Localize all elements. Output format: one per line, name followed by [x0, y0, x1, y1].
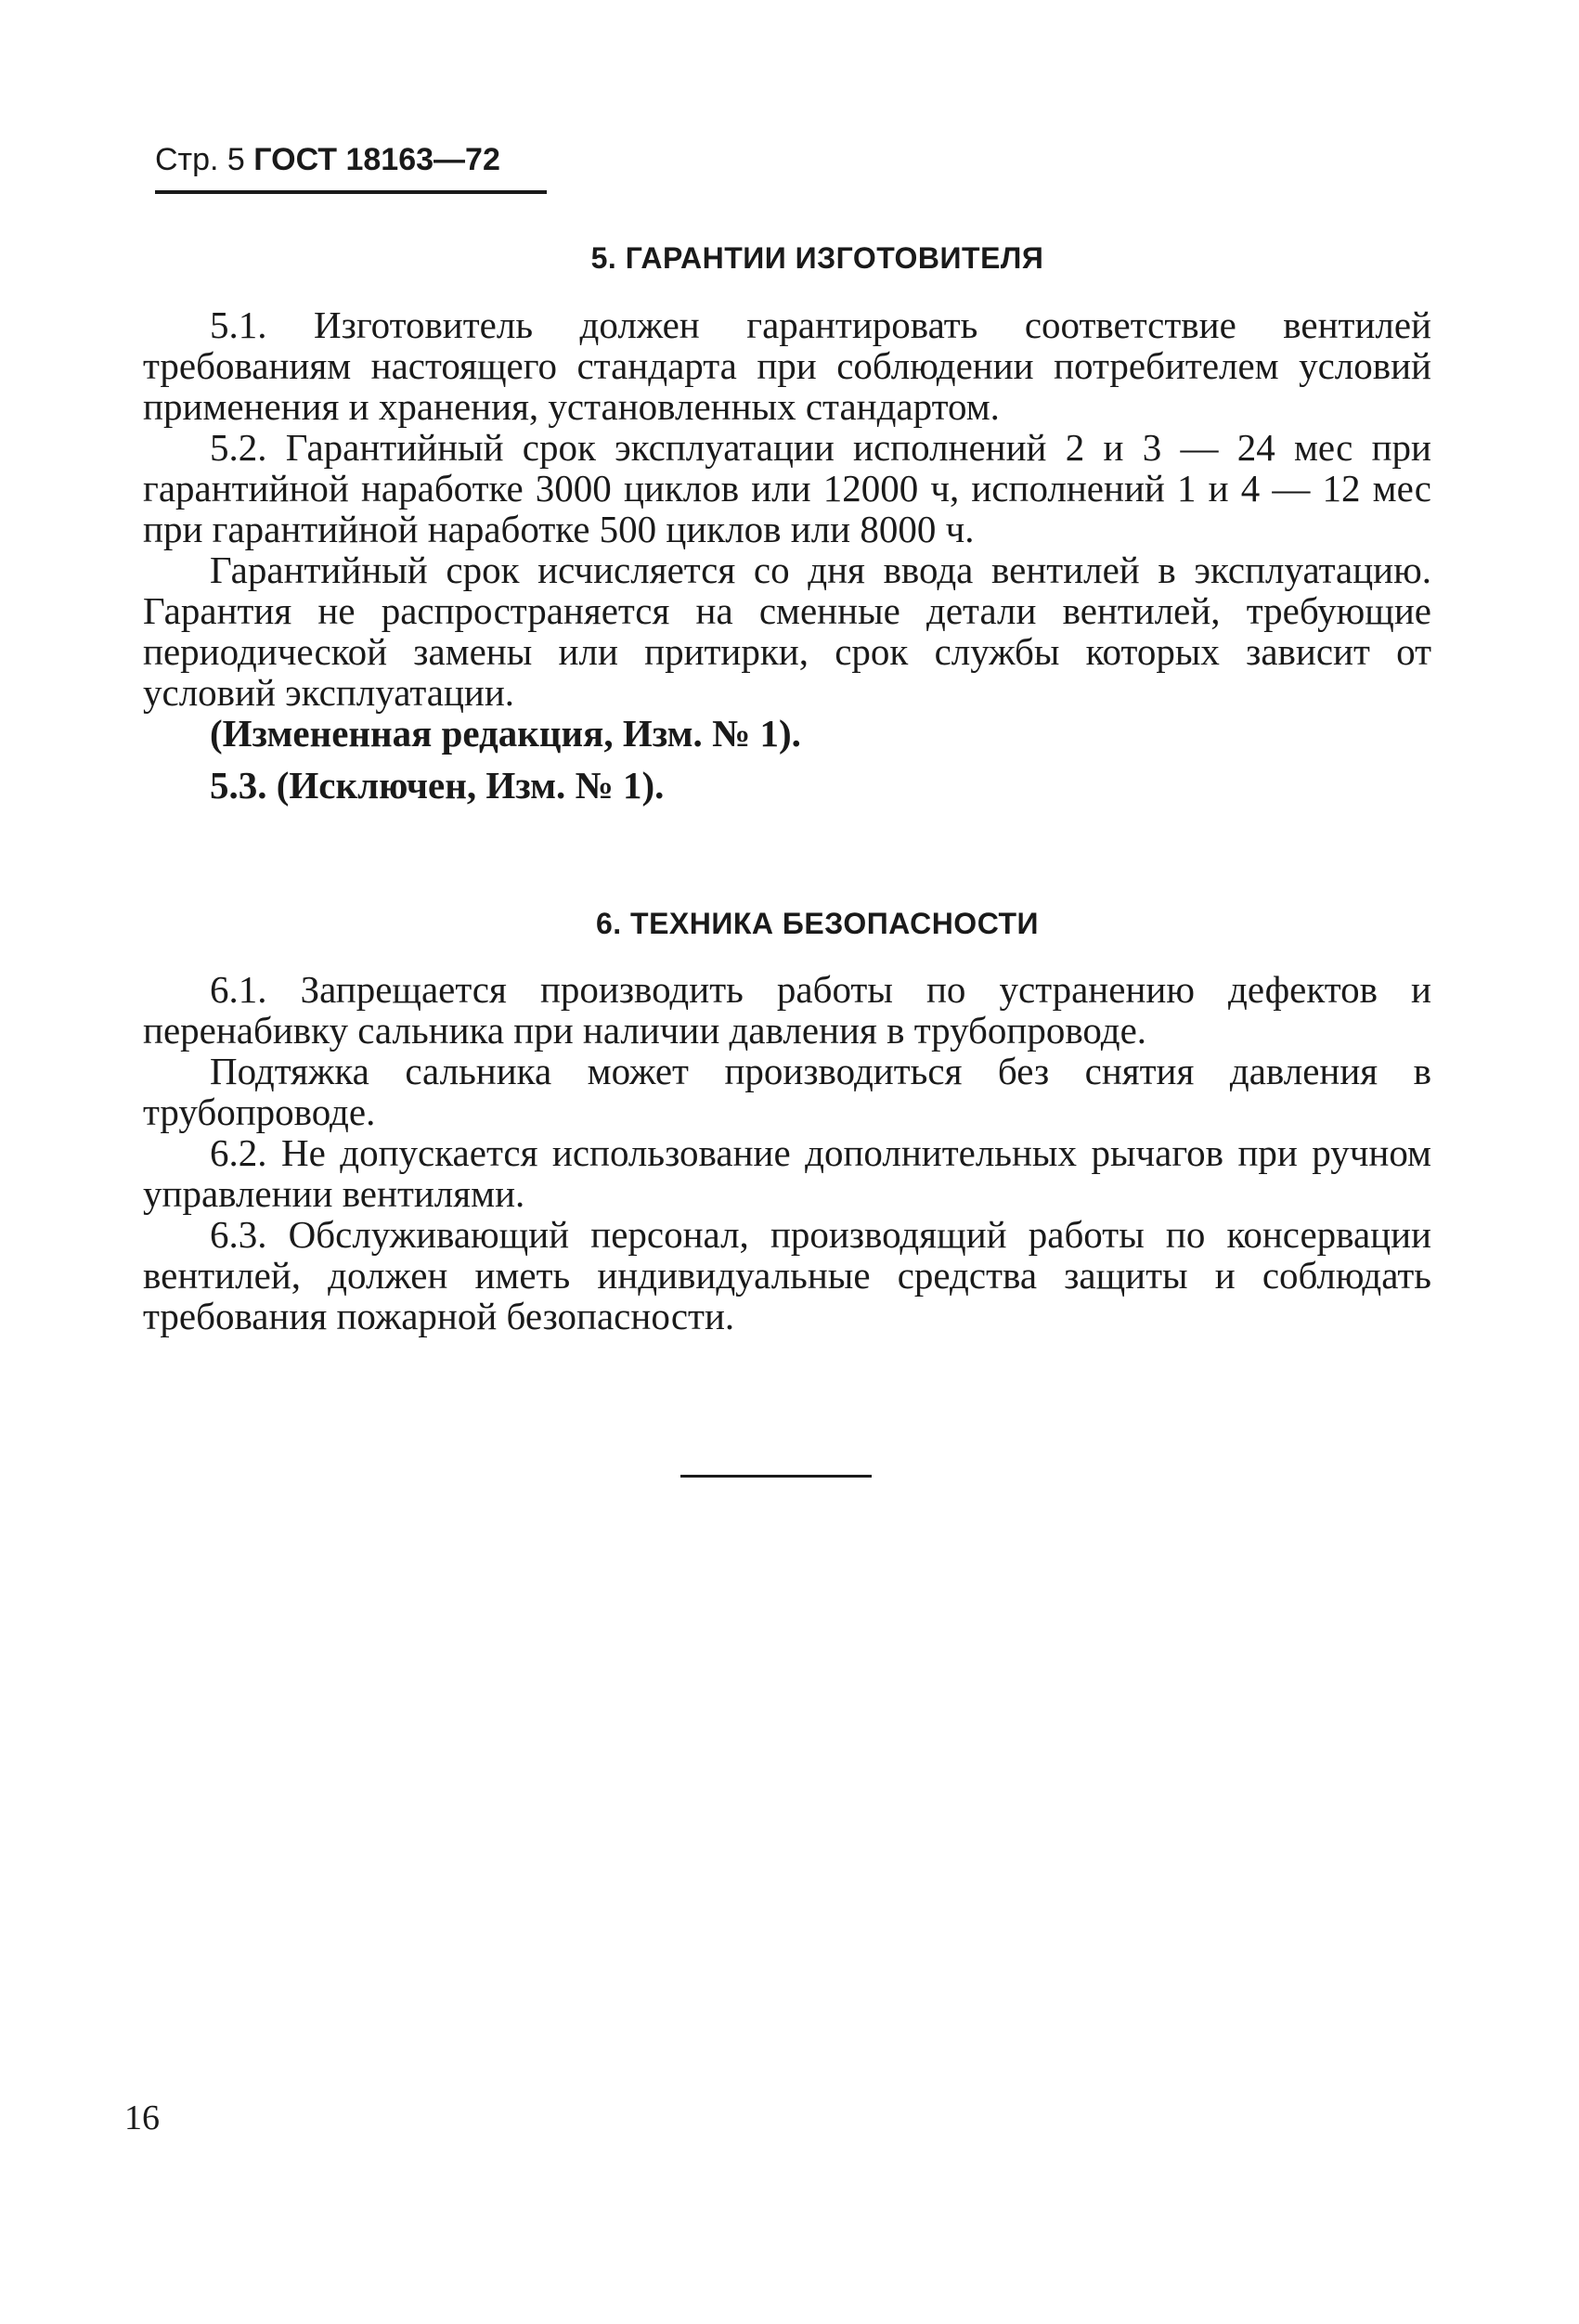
- end-divider: [680, 1475, 872, 1478]
- paragraph-6-3: 6.3. Обслуживающий персонал, производящий работы по консервации вентилей, должен иметь индивидуальные средства защиты и соблюдать требования пожарной безопасности.: [143, 1213, 1431, 1337]
- section-5-title: 5. ГАРАНТИИ ИЗГОТОВИТЕЛЯ: [590, 241, 1044, 275]
- paragraph-5-2: 5.2. Гарантийный срок эксплуатации исполнений 2 и 3 — 24 мес при гарантийной наработке 3000 циклов или 12000 ч, исполнений 1 и 4 — 12 мес при гарантийной наработке 500 циклов или 8000 ч.: [143, 426, 1431, 550]
- header-page-ref: Стр. 5: [155, 142, 245, 177]
- paragraph-5-1: 5.1. Изготовитель должен гарантировать соответствие вентилей требованиям настоящего стандарта при соблюдении потребителем условий применения и хранения, установленных стандартом.: [143, 303, 1431, 428]
- paragraph-5-3: 5.3. (Исключен, Изм. № 1).: [210, 764, 665, 807]
- amendment-note: (Измененная редакция, Изм. № 1).: [210, 712, 801, 755]
- section-6-body: [143, 969, 1431, 1336]
- paragraph-6-1: 6.1. Запрещается производить работы по устранению дефектов и перенабивку сальника при наличии давления в трубопроводе.: [143, 968, 1431, 1052]
- paragraph-6-2: 6.2. Не допускается использование дополнительных рычагов при ручном управлении вентилями.: [143, 1131, 1431, 1215]
- paragraph-5-2-warranty: Гарантийный срок исчисляется со дня ввода вентилей в эксплуатацию. Гарантия не распространяется на сменные детали вентилей, требующие периодической замены или притирки, срок службы которых зависит от условий эксплуатации.: [143, 549, 1431, 714]
- section-6-title: 6. ТЕХНИКА БЕЗОПАСНОСТИ: [595, 907, 1040, 940]
- header-divider: [155, 190, 547, 194]
- header-standard-code: ГОСТ 18163—72: [253, 142, 500, 177]
- page-header: [155, 141, 500, 178]
- paragraph-6-1-note: Подтяжка сальника может производиться без снятия давления в трубопроводе.: [143, 1050, 1431, 1133]
- section-5-body: [143, 304, 1431, 806]
- page-number: 16: [124, 2098, 160, 2137]
